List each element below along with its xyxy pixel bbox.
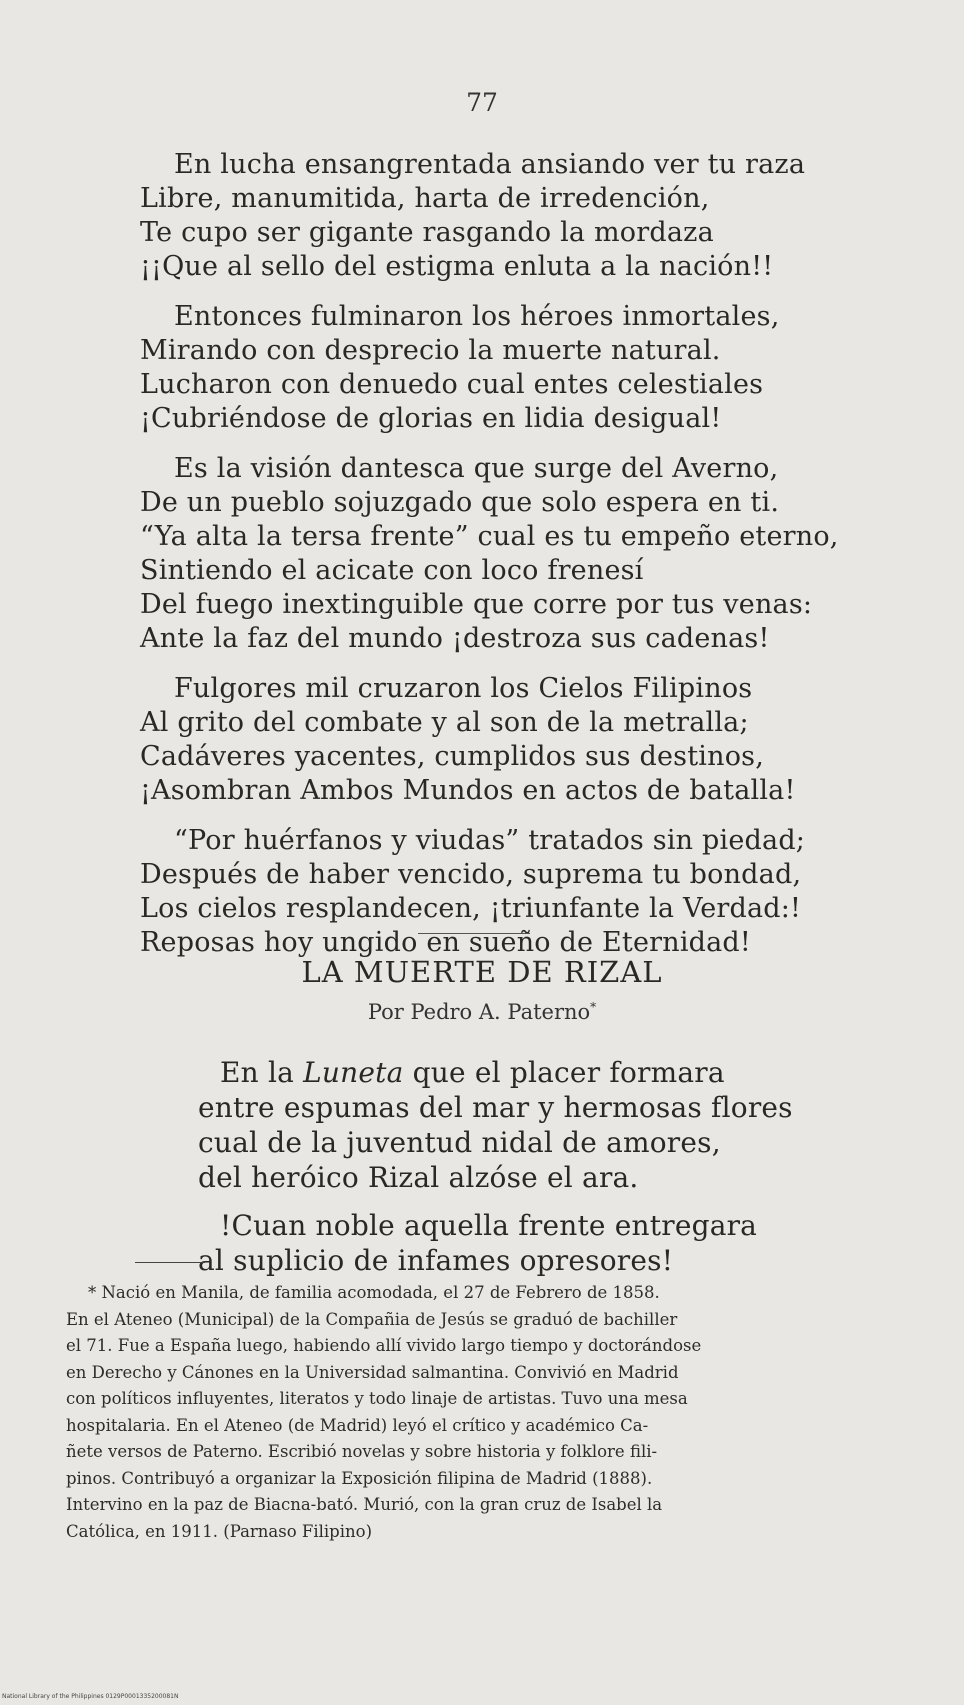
footnote-marker: * <box>590 1000 597 1014</box>
stanza <box>140 300 880 436</box>
stanza <box>140 148 880 284</box>
footnote-line: En el Ateneo (Municipal) de la Compañia de Jesús se graduó de bachiller <box>66 1309 678 1329</box>
verse-line: “Por huérfanos y viudas” tratados sin piedad; <box>174 825 806 856</box>
verse-line: !Cuan noble aquella frente entregara <box>220 1209 758 1242</box>
stanza <box>140 824 880 960</box>
footnote-line: pinos. Contribuyó a organizar la Exposición filipina de Madrid (1888). <box>66 1468 653 1488</box>
verse-line: Cadáveres yacentes, cumplidos sus destinos, <box>140 741 764 772</box>
footnote-line: * Nació en Manila, de familia acomodada, el 27 de Febrero de 1858. <box>88 1283 660 1302</box>
verse-line: ¡Cubriéndose de glorias en lidia desigual! <box>140 403 722 434</box>
verse-line: ¡¡Que al sello del estigma enluta a la nación!! <box>140 251 774 282</box>
verse-line: Reposas hoy ungido en sueño de Eternidad! <box>140 927 751 958</box>
poem-first <box>140 148 880 976</box>
stanza <box>140 452 880 656</box>
section-divider <box>418 933 530 934</box>
verse-line: cual de la juventud nidal de amores, <box>198 1126 721 1159</box>
verse-line: entre espumas del mar y hermosas flores <box>198 1091 793 1124</box>
library-credit: National Library of the Philippines 0129P0001335200081N <box>2 1693 179 1700</box>
footnote-line: Católica, en 1911. (Parnaso Filipino) <box>66 1521 373 1541</box>
footnote-divider <box>135 1262 205 1263</box>
author-name: Por Pedro A. Paterno <box>367 1000 591 1024</box>
verse-line: ¡Asombran Ambos Mundos en actos de batalla! <box>140 775 796 806</box>
italic-place-name: Luneta <box>303 1056 404 1089</box>
footnote-line: ñete versos de Paterno. Escribió novelas y sobre historia y folklore fili- <box>66 1442 658 1461</box>
verse-fragment: En la <box>220 1056 304 1089</box>
verse-line: Los cielos resplandecen, ¡triunfante la Verdad:! <box>140 893 802 924</box>
footnote-line: hospitalaria. En el Ateneo (de Madrid) leyó el crítico y académico Ca- <box>66 1415 649 1435</box>
poem-second <box>198 1055 878 1291</box>
verse-line: Es la visión dantesca que surge del Averno, <box>174 453 779 484</box>
verse-line: “Ya alta la tersa frente” cual es tu empeño eterno, <box>140 521 839 552</box>
verse-line: del heróico Rizal alzóse el ara. <box>198 1161 639 1194</box>
verse-line: Después de haber vencido, suprema tu bondad, <box>140 859 802 890</box>
verse-fragment: que el placer formara <box>403 1056 725 1089</box>
footnote-line: el 71. Fue a España luego, habiendo allí vivido largo tiempo y doctorándose <box>66 1336 702 1355</box>
verse-line: al suplicio de infames opresores! <box>198 1244 674 1277</box>
verse-line <box>198 1055 878 1090</box>
verse-line: De un pueblo sojuzgado que solo espera en ti. <box>140 487 780 518</box>
page-number: 77 <box>466 88 498 117</box>
footnote-line: con políticos influyentes, literatos y todo linaje de artistas. Tuvo una mesa <box>66 1389 688 1408</box>
footnote <box>66 1280 912 1545</box>
verse-line: Te cupo ser gigante rasgando la mordaza <box>140 217 714 248</box>
verse-line: En lucha ensangrentada ansiando ver tu raza <box>174 149 806 180</box>
stanza <box>198 1055 878 1195</box>
verse-line: Libre, manumitida, harta de irredención, <box>140 183 710 214</box>
verse-line: Fulgores mil cruzaron los Cielos Filipinos <box>174 673 753 704</box>
footnote-line: en Derecho y Cánones en la Universidad salmantina. Convivió en Madrid <box>66 1362 679 1382</box>
footnote-line: Intervino en la paz de Biacna-bató. Murió, con la gran cruz de Isabel la <box>66 1495 663 1514</box>
poem-author <box>0 1000 964 1024</box>
stanza <box>140 672 880 808</box>
verse-line: Del fuego inextinguible que corre por tus venas: <box>140 589 813 620</box>
verse-line: Mirando con desprecio la muerte natural. <box>140 335 721 366</box>
verse-line: Al grito del combate y al son de la metralla; <box>140 707 749 738</box>
verse-line: Entonces fulminaron los héroes inmortales, <box>174 301 780 332</box>
verse-line: Sintiendo el acicate con loco frenesí <box>140 555 644 586</box>
poem-title: LA MUERTE DE RIZAL <box>301 955 663 989</box>
stanza <box>198 1208 878 1278</box>
verse-line: Lucharon con denuedo cual entes celestiales <box>140 369 764 400</box>
verse-line: Ante la faz del mundo ¡destroza sus cadenas! <box>140 623 770 654</box>
